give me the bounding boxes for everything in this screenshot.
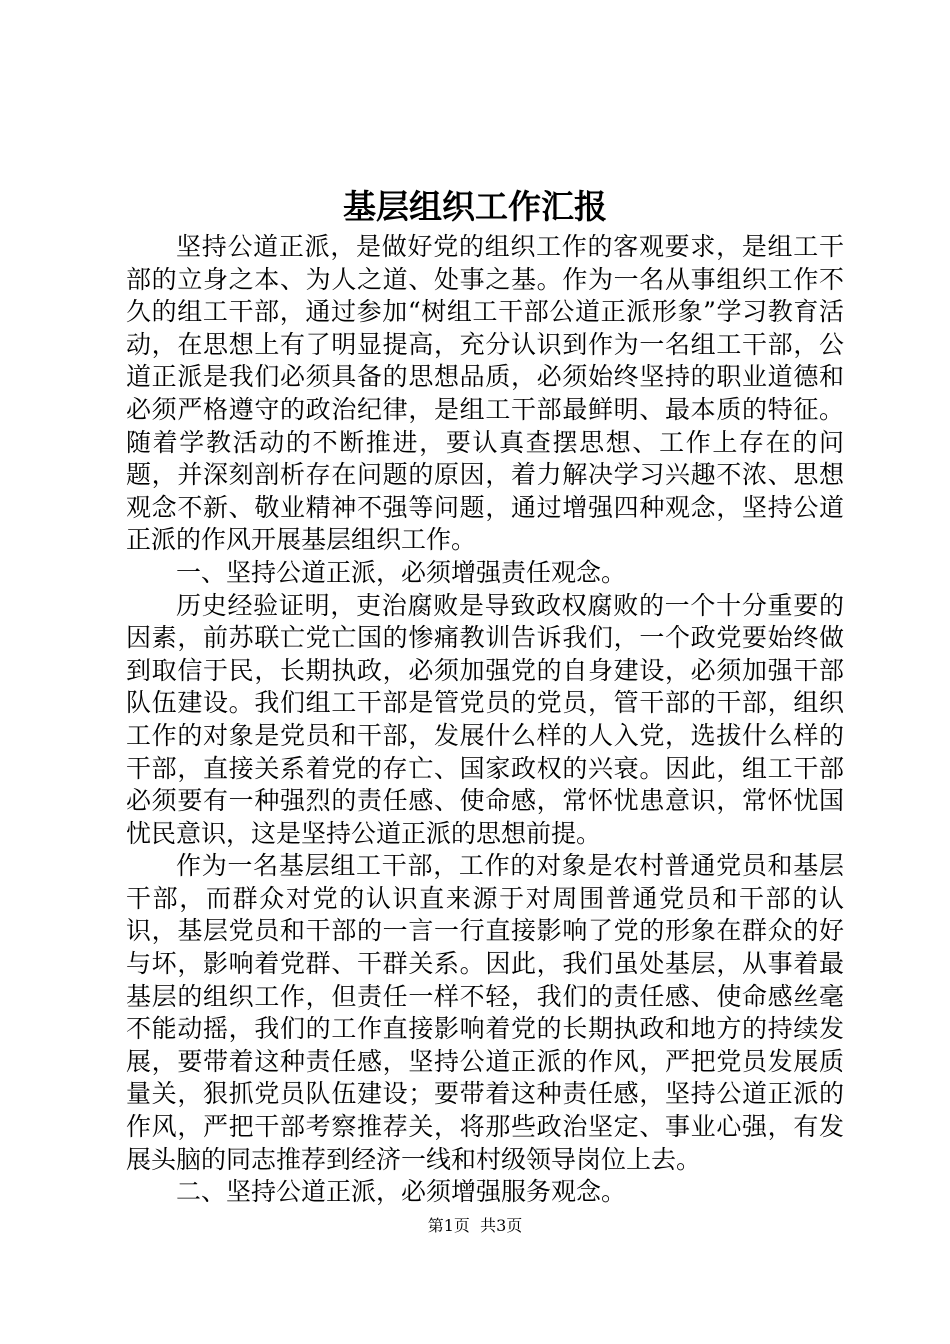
paragraph-history-lesson: 历史经验证明，吏治腐败是导致政权腐败的一个十分重要的因素，前苏联亡党亡国的惨痛教训告诉我们，一个政党要始终做到取信于民，长期执政，必须加强党的自身建设，必须加强干部队伍建设。我们组工干部是管党员的党员，管干部的干部，组织工作的对象是党员和干部，发展什么样的人入党，选拔什么样的干部，直接关系着党的存亡、国家政权的兴衰。因此，组工干部必须要有一种强烈的责任感、使命感，常怀忧患意识，常怀忧国忧民意识，这是坚持公道正派的思想前提。 xyxy=(126,590,844,848)
page-number: 第1页 xyxy=(427,1216,470,1235)
paragraph-grassroots-cadre: 作为一名基层组工干部，工作的对象是农村普通党员和基层干部，而群众对党的认识直来源于对周围普通党员和干部的认识，基层党员和干部的一言一行直接影响了党的形象在群众的好与坏，影响着党群、干群关系。因此，我们虽处基层，从事着最基层的组织工作，但责任一样不轻，我们的责任感、使命感丝毫不能动摇，我们的工作直接影响着党的长期执政和地方的持续发展，要带着这种责任感，坚持公道正派的作风，严把党员发展质量关，狠抓党员队伍建设；要带着这种责任感，坚持公道正派的作风，严把干部考察推荐关，将那些政治坚定、事业心强，有发展头脑的同志推荐到经济一线和村级领导岗位上去。 xyxy=(126,851,844,1174)
paragraph-intro: 坚持公道正派，是做好党的组织工作的客观要求，是组工干部的立身之本、为人之道、处事之基。作为一名从事组织工作不久的组工干部，通过参加“树组工干部公道正派形象”学习教育活动，在思想上有了明显提高，充分认识到作为一名组工干部，公道正派是我们必须具备的思想品质，必须始终坚持的职业道德和必须严格遵守的政治纪律，是组工干部最鲜明、最本质的特征。随着学教活动的不断推进，要认真查摆思想、工作上存在的问题，并深刻剖析存在问题的原因，着力解决学习兴趣不浓、思想观念不新、敬业精神不强等问题，通过增强四种观念，坚持公道正派的作风开展基层组织工作。 xyxy=(126,232,844,555)
section-heading-responsibility: 一、坚持公道正派，必须增强责任观念。 xyxy=(176,557,627,587)
document-title: 基层组织工作汇报 xyxy=(343,187,607,226)
page-total: 共3页 xyxy=(480,1216,523,1235)
section-heading-service: 二、坚持公道正派，必须增强服务观念。 xyxy=(176,1177,627,1207)
document-body xyxy=(126,231,844,1209)
page-footer xyxy=(0,1215,950,1237)
